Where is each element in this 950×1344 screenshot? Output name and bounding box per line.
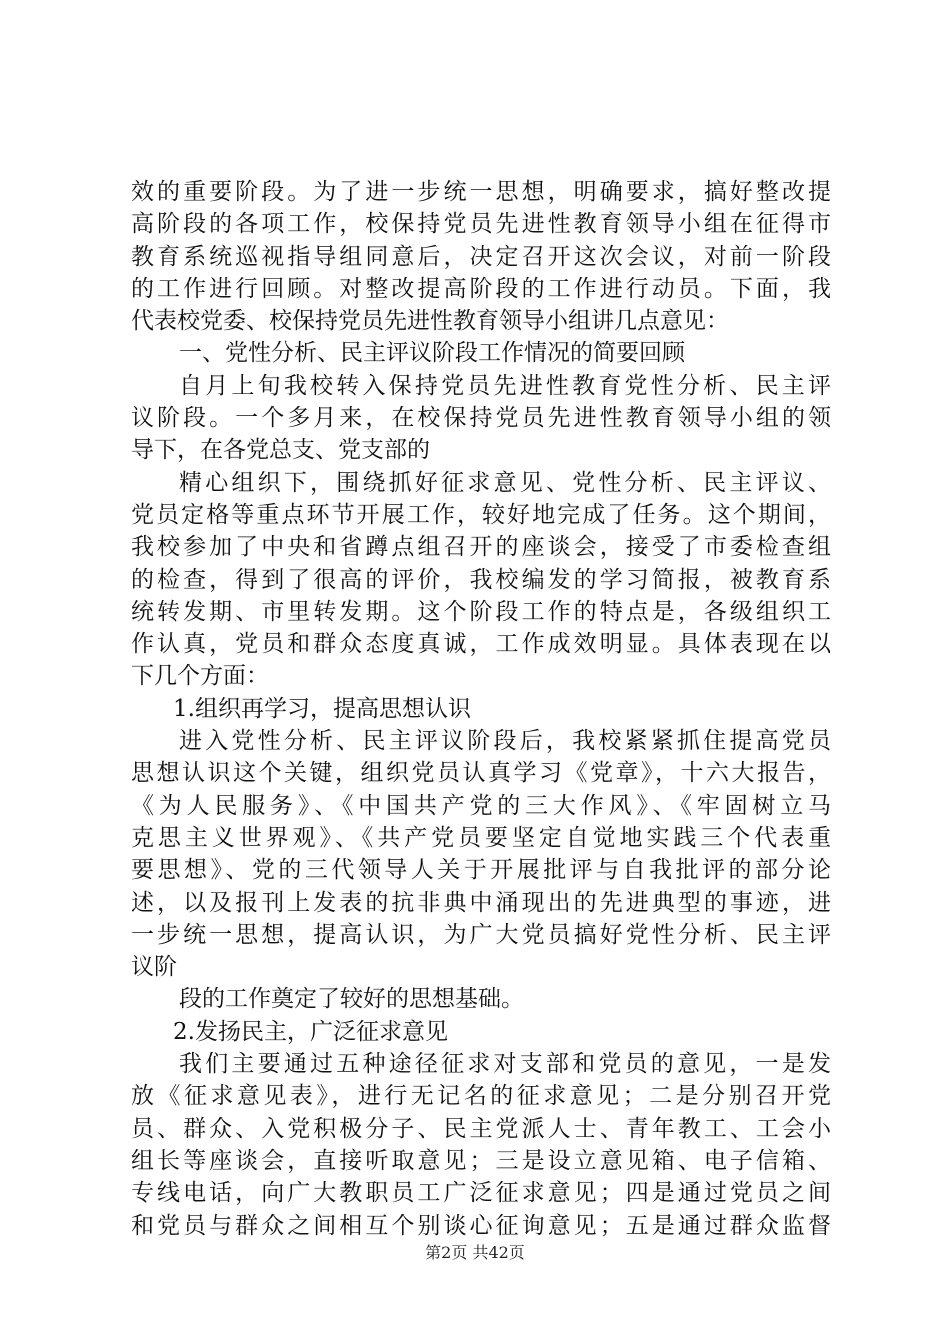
text-line: 的工作进行回顾。对整改提高阶段的工作进行动员。下面，我 <box>131 275 831 302</box>
text-line: 段的工作奠定了较好的思想基础。 <box>179 986 524 1013</box>
text-line: 要思想》、党的三代领导人关于开展批评与自我批评的部分论 <box>131 857 831 884</box>
text-line: 员、群众、入党积极分子、民主党派人士、青年教工、工会小 <box>131 1115 831 1142</box>
text-line: 统转发期、市里转发期。这个阶段工作的特点是，各级组织工 <box>131 598 831 625</box>
text-line: 议阶段。一个多月来，在校保持党员先进性教育领导小组的领 <box>131 405 831 432</box>
text-line: 党员定格等重点环节开展工作，较好地完成了任务。这个期间， <box>131 501 831 528</box>
section-heading: 一、党性分析、民主评议阶段工作情况的简要回顾 <box>179 340 685 367</box>
subsection-heading: 2.发扬民主，广泛征求意见 <box>173 1018 448 1045</box>
text-line: 代表校党委、校保持党员先进性教育领导小组讲几点意见： <box>131 308 729 335</box>
text-line: 思想认识这个关键，组织党员认真学习《党章》，十六大报告， <box>131 760 831 787</box>
text-line: 导下，在各党总支、党支部的 <box>131 437 430 464</box>
text-line: 专线电话，向广大教职员工广泛征求意见；四是通过党员之间 <box>131 1180 831 1207</box>
text-line: 我校参加了中央和省蹲点组召开的座谈会，接受了市委检查组 <box>131 534 831 561</box>
text-line: 组长等座谈会，直接听取意见；三是设立意见箱、电子信箱、 <box>131 1147 831 1174</box>
text-line: 克思主义世界观》、《共产党员要坚定自觉地实践三个代表重 <box>131 824 831 851</box>
page-footer: 第2页 共42页 <box>425 1243 525 1262</box>
text-line: 放《征求意见表》，进行无记名的征求意见；二是分别召开党 <box>131 1083 831 1110</box>
text-line: 一步统一思想，提高认识，为广大党员搞好党性分析、民主评 <box>131 921 831 948</box>
text-line: 议阶 <box>131 954 177 981</box>
text-line: 高阶段的各项工作，校保持党员先进性教育领导小组在征得市 <box>131 211 831 238</box>
text-line: 进入党性分析、民主评议阶段后，我校紧紧抓住提高党员 <box>179 728 831 755</box>
text-line: 下几个方面： <box>131 663 269 690</box>
body-text <box>131 176 831 1242</box>
text-line: 述，以及报刊上发表的抗非典中涌现出的先进典型的事迹，进 <box>131 889 831 916</box>
subsection-heading: 1.组织再学习，提高思想认识 <box>173 695 471 722</box>
text-line: 自月上旬我校转入保持党员先进性教育党性分析、民主评 <box>179 372 831 399</box>
text-line: 我们主要通过五种途径征求对支部和党员的意见，一是发 <box>179 1051 831 1078</box>
text-line: 效的重要阶段。为了进一步统一思想，明确要求，搞好整改提 <box>131 179 831 205</box>
text-line: 作认真，党员和群众态度真诚，工作成效明显。具体表现在以 <box>131 631 831 658</box>
text-line: 的检查，得到了很高的评价，我校编发的学习简报，被教育系 <box>131 566 831 593</box>
text-line: 和党员与群众之间相互个别谈心征询意见；五是通过群众监督 <box>131 1212 831 1239</box>
text-line: 精心组织下，围绕抓好征求意见、党性分析、民主评议、 <box>179 469 831 496</box>
text-line: 《为人民服务》、《中国共产党的三大作风》、《牢固树立马 <box>131 792 831 819</box>
text-line: 教育系统巡视指导组同意后，决定召开这次会议，对前一阶段 <box>131 243 831 270</box>
